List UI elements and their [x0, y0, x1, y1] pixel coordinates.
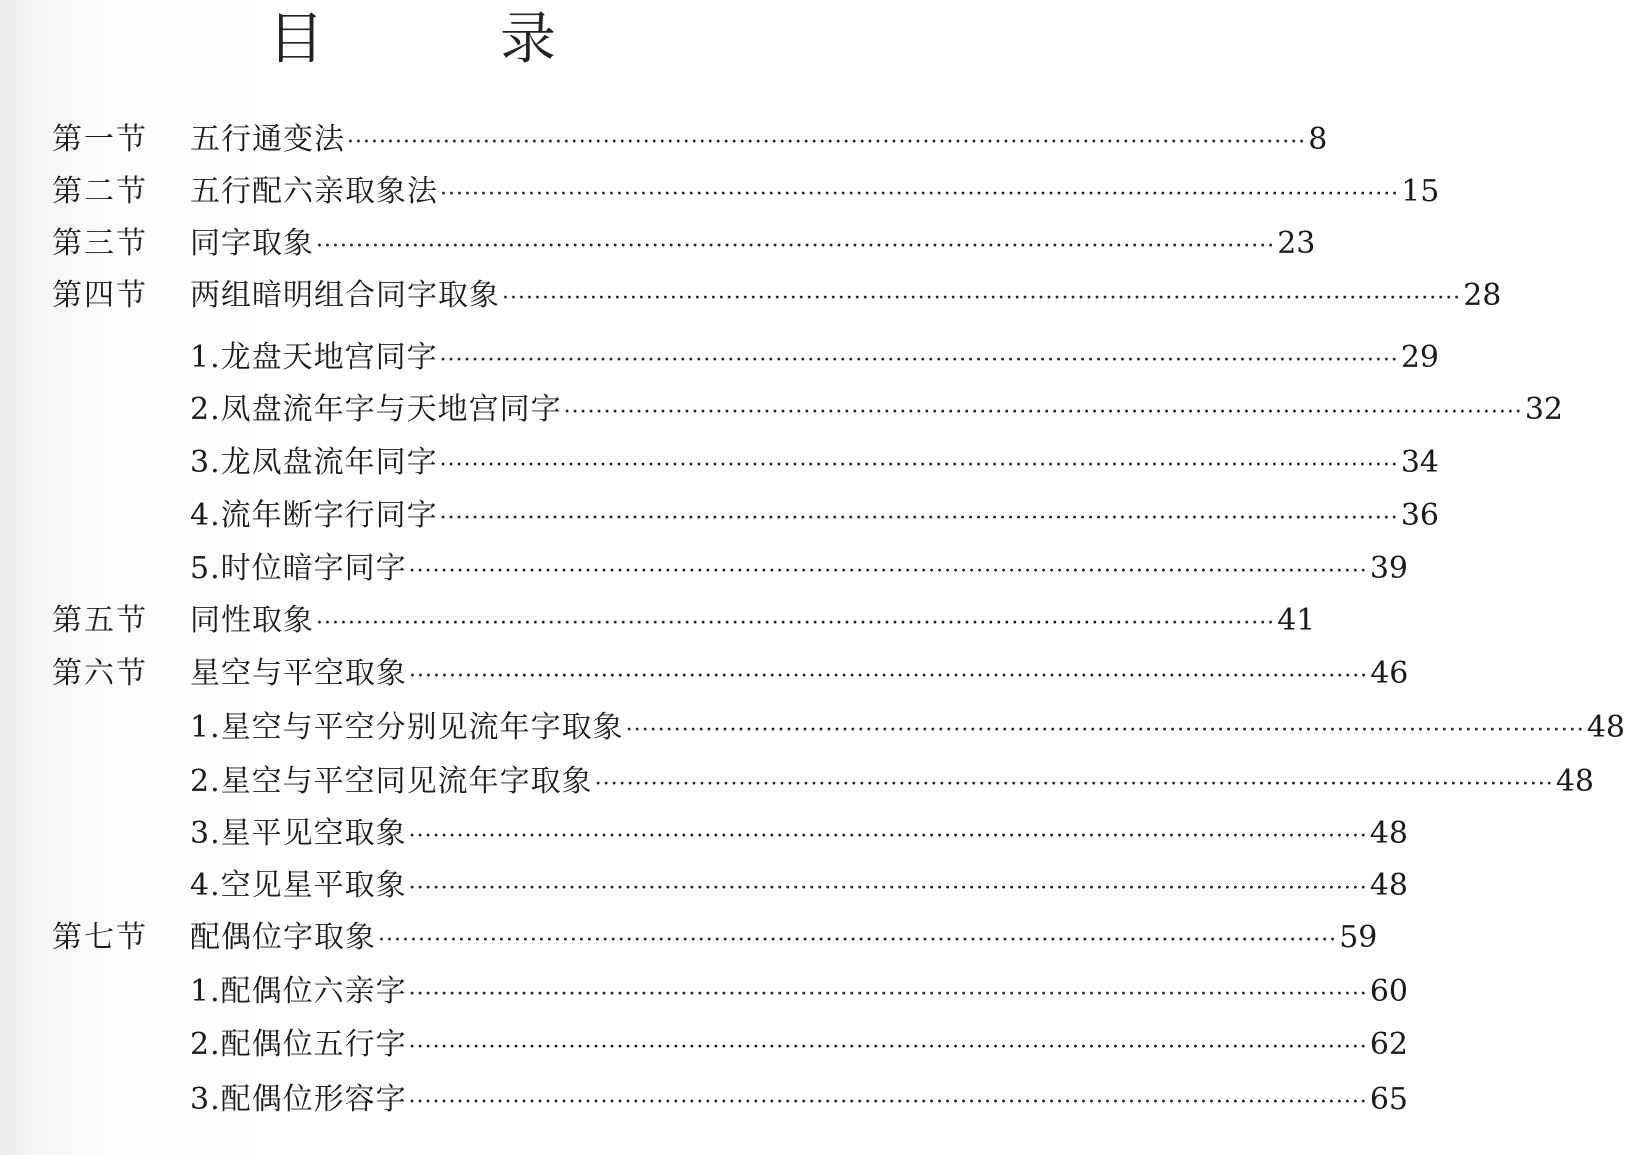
toc-entry-title: 3.龙凤盘流年同字 [190, 445, 438, 480]
toc-entry-title: 星空与平空取象 [190, 656, 407, 691]
toc-page-number: 29 [1400, 340, 1439, 375]
toc-entry-title: 同字取象 [190, 226, 314, 261]
toc-entry[interactable] [190, 443, 1439, 483]
toc-entry[interactable] [190, 549, 1408, 589]
toc-entry[interactable] [190, 338, 1439, 378]
toc-entry-title: 五行配六亲取象法 [190, 174, 438, 209]
toc-section-label: 第七节 [52, 920, 148, 955]
toc-page-number: 46 [1370, 656, 1409, 691]
toc-leader-dots: ························································································································ [439, 348, 1399, 373]
toc-entry-title: 配偶位字取象 [190, 920, 376, 955]
toc-leader-dots: ························································································································ [408, 824, 1368, 849]
toc-entry[interactable] [190, 708, 1625, 748]
toc-entry[interactable] [190, 276, 1502, 316]
toc-section-label: 第六节 [52, 656, 148, 691]
toc-entry[interactable] [190, 654, 1409, 694]
toc-page-number: 39 [1369, 551, 1408, 586]
toc-section-label: 第五节 [52, 603, 148, 638]
toc-page-number: 65 [1369, 1082, 1408, 1117]
toc-entry[interactable] [190, 496, 1439, 536]
toc-section-label: 第三节 [52, 226, 148, 261]
toc-leader-dots: ························································································································ [316, 234, 1276, 259]
toc-leader-dots: ························································································································ [409, 664, 1369, 689]
toc-leader-dots: ························································································································ [408, 1035, 1368, 1060]
toc-entry-title: 五行通变法 [190, 122, 345, 157]
toc-entry[interactable] [190, 972, 1408, 1012]
toc-entry[interactable] [190, 1080, 1408, 1120]
toc-entry[interactable] [190, 601, 1316, 641]
toc-entry-title: 2.星空与平空同见流年字取象 [190, 764, 593, 799]
toc-leader-dots: ························································································································ [502, 286, 1462, 311]
toc-entry-title: 4.空见星平取象 [190, 868, 407, 903]
toc-page-number: 34 [1400, 445, 1439, 480]
toc-entry[interactable] [190, 866, 1408, 906]
toc-section-label: 第四节 [52, 278, 148, 313]
toc-leader-dots: ························································································································ [439, 506, 1399, 531]
toc-entry[interactable] [190, 918, 1378, 958]
toc-leader-dots: ························································································································ [408, 982, 1368, 1007]
toc-leader-dots: ························································································································ [440, 182, 1400, 207]
toc-entry-title: 1.星空与平空分别见流年字取象 [190, 710, 624, 745]
toc-entry[interactable] [190, 172, 1440, 212]
toc-page-number: 62 [1369, 1027, 1408, 1062]
toc-leader-dots: ························································································································ [594, 772, 1554, 797]
toc-entry-title: 1.龙盘天地宫同字 [190, 340, 438, 375]
toc-page-number: 32 [1524, 392, 1563, 427]
toc-entry-title: 同性取象 [190, 603, 314, 638]
toc-entry-title: 3.星平见空取象 [190, 816, 407, 851]
toc-leader-dots: ························································································································ [378, 928, 1338, 953]
toc-entry-title: 5.时位暗字同字 [190, 551, 407, 586]
toc-page-number: 36 [1400, 498, 1439, 533]
toc-page-number: 60 [1369, 974, 1408, 1009]
toc-page-number: 23 [1277, 226, 1316, 261]
toc-entry-title: 3.配偶位形容字 [190, 1082, 407, 1117]
page-title: 目 录 [268, 7, 616, 72]
toc-leader-dots: ························································································································ [408, 1090, 1368, 1115]
toc-entry[interactable] [190, 814, 1408, 854]
toc-entry-title: 4.流年断字行同字 [190, 498, 438, 533]
toc-leader-dots: ························································································································ [625, 718, 1585, 743]
toc-section-label: 第二节 [52, 174, 148, 209]
toc-entry-title: 2.凤盘流年字与天地宫同字 [190, 392, 562, 427]
toc-entry-title: 两组暗明组合同字取象 [190, 278, 500, 313]
toc-entry[interactable] [190, 120, 1328, 160]
toc-entry[interactable] [190, 1025, 1408, 1065]
toc-page-number: 48 [1586, 710, 1625, 745]
toc-page-number: 48 [1369, 816, 1408, 851]
toc-leader-dots: ························································································································ [316, 611, 1276, 636]
toc-section-label: 第一节 [52, 122, 148, 157]
toc-entry-title: 1.配偶位六亲字 [190, 974, 407, 1009]
toc-page-number: 48 [1555, 764, 1594, 799]
toc-leader-dots: ························································································································ [439, 453, 1399, 478]
toc-entry[interactable] [190, 390, 1563, 430]
toc-page-number: 28 [1463, 278, 1502, 313]
toc-page-number: 15 [1401, 174, 1440, 209]
toc-page-number: 8 [1308, 122, 1328, 157]
toc-page-number: 41 [1277, 603, 1316, 638]
toc-leader-dots: ························································································································ [563, 400, 1523, 425]
toc-page-number: 48 [1369, 868, 1408, 903]
toc-leader-dots: ························································································································ [347, 130, 1307, 155]
toc-entry[interactable] [190, 224, 1316, 264]
toc-page-number: 59 [1339, 920, 1378, 955]
toc-entry[interactable] [190, 762, 1594, 802]
toc-leader-dots: ························································································································ [408, 559, 1368, 584]
toc-leader-dots: ························································································································ [408, 876, 1368, 901]
toc-entry-title: 2.配偶位五行字 [190, 1027, 407, 1062]
